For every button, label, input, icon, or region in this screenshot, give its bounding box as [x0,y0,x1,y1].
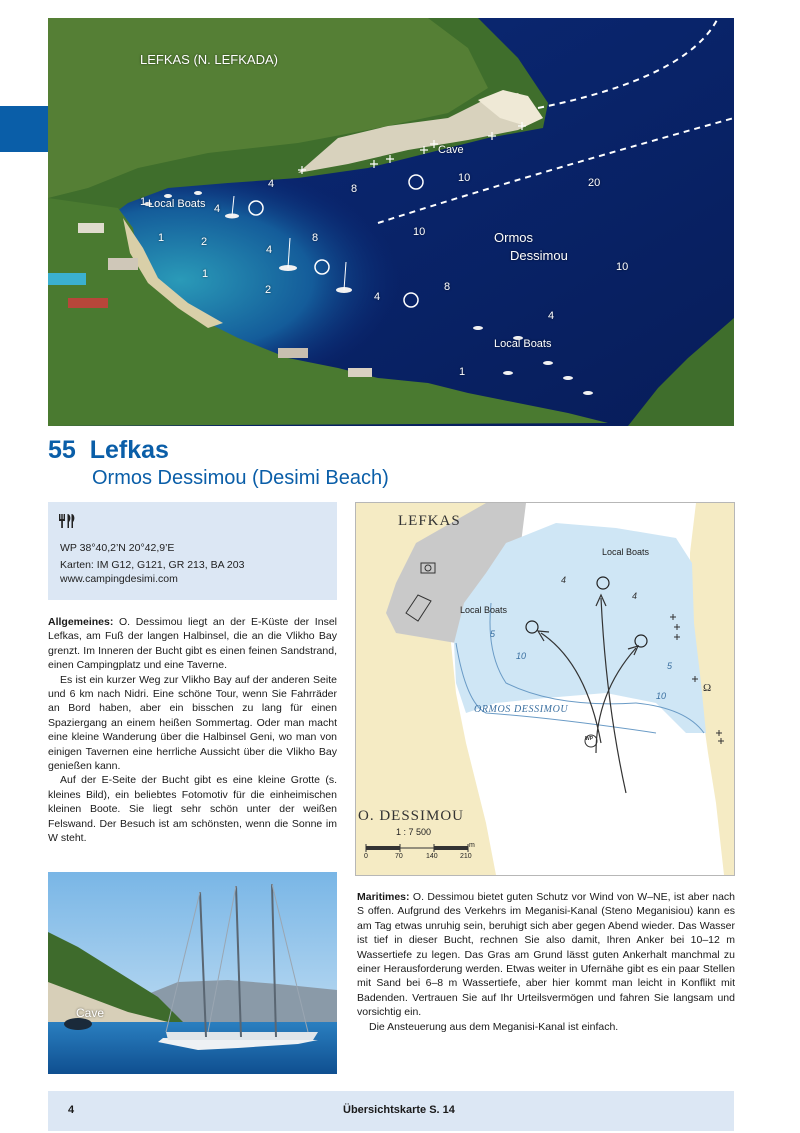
scale-tick: 0 [364,853,368,860]
depth-label: 10 [413,226,426,238]
depth-label: 8 [351,183,358,195]
scale-unit: m [469,842,475,849]
depth-label: 10 [458,172,471,184]
depth-label: 10 [656,691,667,701]
chart-title: LEFKAS [398,513,461,529]
scale-tick: 140 [426,853,438,860]
depth-label: 4 [561,575,567,585]
overview-map-link[interactable]: Übersichtskarte S. 14 [343,1104,455,1116]
page-subtitle: Ormos Dessimou (Desimi Beach) [92,467,389,489]
cave-label: Cave [438,144,464,156]
depth-label: 8 [444,281,451,293]
bay-label: Ormos [494,230,533,245]
depth-label: 1 [459,366,466,378]
maritime-text [357,890,735,1034]
local-boats-label: Local Boats [460,605,508,615]
depth-label: 2 [265,284,272,296]
depth-label: 4 [214,203,221,215]
depth-label: 20 [588,177,601,189]
scale-label: 1 : 7 500 [396,827,432,837]
local-boats-label: Local Boats [602,547,650,557]
depth-label: 4 [266,244,273,256]
depth-label: 4 [632,591,638,601]
depth-label: 1 [202,268,209,280]
depth-label: 10 [616,261,629,273]
cave-label: Cave [76,1006,105,1020]
scale-tick: 210 [460,853,472,860]
info-box [48,502,337,600]
nautical-chart [355,502,735,876]
scale-tick: 70 [395,853,403,860]
aerial-photo [48,18,734,426]
depth-label: 5 [667,661,673,671]
ormos-label: ORMOS DESSIMOU [474,704,569,715]
waypoint-mark: WP [585,736,594,742]
depth-label: 2 [201,236,208,248]
general-text [48,615,337,846]
section-label: Allgemeines: [48,616,114,628]
paragraph: Auf der E-Seite der Bucht gibt es eine kleine Grotte (s. kleines Bild), ein beliebtes Fotomotiv für die einheimischen kleinen Boote. Sie liegt sehr schön unter der weißen Felswand. Der Besuch ist am schönsten, wenn die Sonne im W steht. [48,774,337,845]
fork-knife-icon [58,514,76,528]
bay-label: Dessimou [510,248,568,263]
depth-label: 8 [312,232,319,244]
depth-label: 4 [268,178,275,190]
cave-photo [48,872,337,1074]
local-boats-label: Local Boats [148,198,206,210]
section-tab [0,106,48,152]
charts-list: Karten: IM G12, G121, GR 213, BA 203 [60,559,245,571]
depth-label: 10 [516,651,527,661]
section-label: Maritimes: [357,891,410,903]
title-name: Lefkas [89,436,169,464]
paragraph: Die Ansteuerung aus dem Meganisi-Kanal ist einfach. [369,1020,619,1033]
svg-text:Ω: Ω [703,682,712,694]
depth-label: 4 [548,310,555,322]
local-boats-label: Local Boats [494,338,552,350]
paragraph: Es ist ein kurzer Weg zur Vlikho Bay auf der anderen Seite und 6 km nach Nidri. Eine schöne Tour, wenn Sie Fahrräder an Bord haben, aber ein bisschen zu lang für einen Spaziergang an einem heißen Sommertag. Oder man macht eine kleine Wanderung über die Halbinsel Geni, wo man von einigen Tavernen eine herrliche Aussicht über die Vlikho Bay genießen kann. [48,673,337,773]
paragraph: O. Dessimou liegt an der E-Küste der Insel Lefkas, am Fuß der langen Halbinsel, die an die Vlikho Bay grenzt. Im Inneren der Bucht gibt es einen feinen Sandstrand, einen Campingplatz und eine Taverne. [48,616,337,672]
depth-label: 1 [140,196,147,208]
page-number: 4 [68,1104,75,1116]
page-footer [48,1091,734,1131]
bay-name-label: O. DESSIMOU [358,808,465,824]
page-title [48,436,169,465]
paragraph: O. Dessimou bietet guten Schutz vor Wind von W–NE, ist aber nach S offen. Aufgrund des Verkehrs im Meganisi-Kanal (Steno Meganisiou) kann es am Tag etwas unruhig sein, beruhigt sich aber gegen Abend wieder. Das Wasser ist tief in dieser Bucht, rechnen Sie also damit, Ihren Anker bei 10–12 m Wassertiefe zu legen. Das Gras am Grund lässt guten Ankerhalt manchmal zu einer Herausforderung werden. Etwas weiter in Ufernähe gibt es ein paar Stellen mit Sand bei 6–8 m Wassertiefe, aber hier kommt man leicht in Konflikt mit Badenden. Vertrauen Sie auf Ihr Urteilsvermögen und fahren Sie langsam und vorsichtig ein. [357,891,735,1019]
depth-label: 5 [490,629,496,639]
title-number: 55 [48,436,76,464]
island-label: LEFKAS (N. LEFKADA) [140,52,278,67]
depth-label: 4 [374,291,381,303]
waypoint: WP 38°40,2’N 20°42,9’E [60,542,175,554]
website-link[interactable]: www.campingdesimi.com [60,573,178,585]
depth-label: 1 [158,232,165,244]
